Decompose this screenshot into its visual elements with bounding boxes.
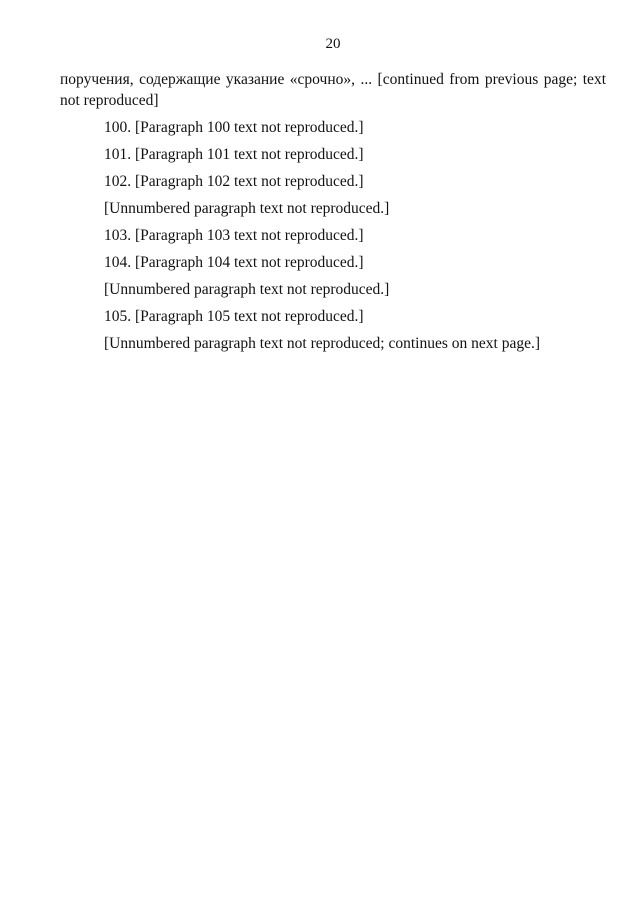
- paragraph-104-deadline: [Unnumbered paragraph text not reproduced.]: [104, 281, 390, 298]
- paragraph-103: 103. [Paragraph 103 text not reproduced.]: [104, 227, 364, 244]
- paragraph-105: 105. [Paragraph 105 text not reproduced.]: [104, 308, 364, 325]
- paragraph-100: 100. [Paragraph 100 text not reproduced.]: [104, 119, 364, 136]
- paragraph-104: 104. [Paragraph 104 text not reproduced.]: [104, 254, 364, 271]
- paragraph-101: 101. [Paragraph 101 text not reproduced.]: [104, 146, 364, 163]
- paragraph-102: 102. [Paragraph 102 text not reproduced.]: [104, 173, 364, 190]
- paragraph-continuation: поручения, содержащие указание «срочно», ... [continued from previous page; text not reproduced]: [60, 71, 606, 109]
- paragraph-102-responsibility: [Unnumbered paragraph text not reproduced.]: [104, 200, 390, 217]
- page-number: 20: [325, 36, 341, 52]
- paragraph-105-extension: [Unnumbered paragraph text not reproduced; continues on next page.]: [104, 335, 540, 352]
